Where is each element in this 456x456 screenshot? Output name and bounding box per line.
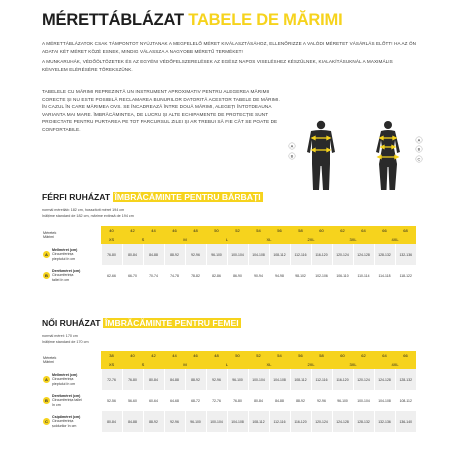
measurement-value: 100-104 [353, 390, 374, 411]
measurement-value: 132-136 [395, 244, 416, 265]
eu-size-cell: 46 [185, 351, 206, 360]
letter-size-cell: XL [248, 235, 290, 244]
measurement-value: 92-96 [185, 244, 206, 265]
measurement-value: 82-86 [206, 265, 227, 286]
measurement-name-hu: Mellméret (cm) [52, 373, 78, 378]
measurement-label [41, 369, 101, 390]
measurement-row [41, 244, 416, 265]
title-sub: TABELE DE MĂRIMI [188, 11, 343, 29]
eu-size-cell: 60 [332, 351, 353, 360]
eu-size-cell: 58 [290, 226, 311, 235]
measurement-value: 66-70 [122, 265, 143, 286]
label-b-female: B [417, 146, 421, 152]
size-row-label [41, 226, 101, 244]
eu-size-cell: 54 [248, 226, 269, 235]
label-c-female: C [417, 156, 421, 162]
eu-size-cell: 60 [311, 226, 332, 235]
measurement-badge: C [43, 418, 50, 425]
eu-size-cell: 66 [374, 226, 395, 235]
intro-paragraph-2: A MUNKARUHÁK, VÉDŐÖLTÖZETEK ÉS AZ EGYÉNI VÉDŐFELSZERELÉSEK AZ EGÉSZ NAPOS VISELÉSHEZ KÉSZÜLNEK, KIALAKÍTÁSUKNÁL A MAXIMÁLIS KÉNYELEM ELÉRÉSÉRE TÖREKSZÜNK. [42, 58, 393, 72]
eu-size-cell: 64 [353, 226, 374, 235]
measurement-value: 76-80 [227, 390, 248, 411]
measurement-value: 114-118 [374, 265, 395, 286]
eu-size-cell: 44 [164, 351, 185, 360]
measurement-value: 96-100 [206, 244, 227, 265]
measurement-value: 84-88 [164, 369, 185, 390]
women-note-1: normál méret: 170 cm [42, 334, 78, 338]
measurement-value: 84-88 [122, 411, 143, 432]
eu-size-cell: 42 [143, 351, 164, 360]
measurement-name-ro: Circumferința [52, 419, 74, 424]
measurement-value: 100-104 [227, 244, 248, 265]
measurement-value: 78-82 [185, 265, 206, 286]
eu-size-cell: 62 [332, 226, 353, 235]
measurement-value: 124-128 [353, 244, 374, 265]
measurement-value: 98-102 [290, 265, 311, 286]
eu-size-cell: 38 [101, 351, 122, 360]
measurement-value: 132-136 [374, 411, 395, 432]
measurement-value: 100-104 [248, 369, 269, 390]
women-title-hu: NŐI RUHÁZAT [42, 318, 101, 328]
measurement-value: 70-74 [143, 265, 164, 286]
measurement-value: 52-56 [101, 390, 122, 411]
title-main: MÉRETTÁBLÁZAT [42, 11, 184, 29]
measurement-label [41, 244, 101, 265]
measurement-label [41, 265, 101, 286]
eu-size-row [41, 226, 416, 235]
measurement-value: 118-122 [395, 265, 416, 286]
measurement-value: 72-76 [101, 369, 122, 390]
label-a-female: A [417, 137, 421, 143]
women-title-ro: ÎMBRĂCĂMINTE PENTRU FEMEI [104, 318, 239, 328]
measurement-name-ro-2: pieptului în cm [52, 381, 76, 386]
men-note-2: înălțime standard de 182 cm, mărime extinsă de 194 cm [42, 213, 134, 218]
measurement-value: 80-84 [122, 244, 143, 265]
measurement-value: 104-108 [374, 390, 395, 411]
women-height-note [42, 334, 89, 345]
measurement-name-ro: Circumferința [52, 377, 74, 382]
letter-size-cell: S [122, 360, 164, 369]
size-row-label [41, 351, 101, 369]
label-a-male: A [290, 143, 294, 149]
letter-size-cell: 4XL [374, 360, 416, 369]
measurement-value: 88-92 [290, 390, 311, 411]
letter-size-cell: M [164, 360, 206, 369]
measurement-value: 80-84 [248, 390, 269, 411]
eu-size-cell: 64 [374, 351, 395, 360]
letter-size-cell: XS [101, 360, 122, 369]
measurement-label [41, 390, 101, 411]
measurement-value: 100-104 [206, 411, 227, 432]
letter-size-cell: XS [101, 235, 122, 244]
letter-size-cell: M [164, 235, 206, 244]
men-height-note [42, 208, 134, 219]
measurement-row [41, 411, 416, 432]
measurement-value: 92-96 [311, 390, 332, 411]
measurement-value: 104-108 [248, 244, 269, 265]
measurement-value: 84-88 [269, 390, 290, 411]
measurement-value: 62-66 [101, 265, 122, 286]
eu-size-cell: 50 [206, 226, 227, 235]
letter-size-cell: XL [248, 360, 290, 369]
measurement-value: 124-128 [374, 369, 395, 390]
measurement-value: 110-114 [353, 265, 374, 286]
eu-size-cell: 52 [227, 226, 248, 235]
measurement-value: 120-124 [353, 369, 374, 390]
measurement-value: 120-124 [332, 244, 353, 265]
measurement-value: 88-92 [185, 369, 206, 390]
measurement-value: 96-100 [185, 411, 206, 432]
measurement-value: 108-112 [395, 390, 416, 411]
measurement-badge: A [43, 376, 50, 383]
men-size-table [41, 226, 416, 286]
measurement-value: 128-132 [353, 411, 374, 432]
measurement-value: 136-140 [395, 411, 416, 432]
measurement-value: 94-98 [269, 265, 290, 286]
eu-size-cell: 46 [164, 226, 185, 235]
measurement-value: 96-100 [332, 390, 353, 411]
measurement-row [41, 265, 416, 286]
measurement-value: 112-116 [311, 369, 332, 390]
measurement-value: 72-76 [206, 390, 227, 411]
measurement-value: 128-132 [374, 244, 395, 265]
measurement-value: 108-112 [290, 369, 311, 390]
eu-size-cell: 56 [269, 226, 290, 235]
men-title-hu: FÉRFI RUHÁZAT [42, 192, 111, 202]
size-label-hu: Méretek [43, 355, 57, 360]
eu-size-cell: 42 [122, 226, 143, 235]
measurement-name-ro-2: pieptului în cm [52, 256, 76, 261]
measurement-value: 76-80 [101, 244, 122, 265]
eu-size-cell: 62 [353, 351, 374, 360]
measurement-name-hu: Csípőméret (cm) [52, 415, 81, 420]
measurement-value: 92-96 [164, 411, 185, 432]
intro-paragraph-1: A MÉRETTÁBLÁZATOK CSAK TÁMPONTOT NYÚJTANAK A MEGFELELŐ MÉRET KIVÁLASZTÁSÁHOZ, ELLENŐRIZZE A VALÓDI MÉRETET VÁSÁRLÁS ELŐTT! HA AZ ÖN ADATAI KÉT MÉRET KÖZÉ ESNEK, MINDIG VÁLASSZA A NAGYOBB MÉRETŰ TERMÉKET! [42, 41, 417, 55]
measurement-value: 86-90 [227, 265, 248, 286]
women-size-table [41, 351, 416, 432]
page-title [42, 11, 342, 30]
measurement-value: 84-88 [143, 244, 164, 265]
measurement-value: 104-108 [269, 369, 290, 390]
measurement-value: 116-120 [290, 411, 311, 432]
men-note-1: normál méretláb: 182 cm, hosszított méret 194 cm [42, 208, 125, 212]
letter-size-cell: L [206, 360, 248, 369]
measurement-badge: A [43, 251, 50, 258]
measurement-value: 106-110 [332, 265, 353, 286]
measurement-label [41, 411, 101, 432]
eu-size-cell: 66 [395, 351, 416, 360]
measurement-badge: B [43, 272, 50, 279]
eu-size-cell: 68 [395, 226, 416, 235]
measurement-value: 80-84 [101, 411, 122, 432]
measurement-value: 104-108 [227, 411, 248, 432]
measurement-value: 128-132 [395, 369, 416, 390]
measurement-value: 116-120 [311, 244, 332, 265]
letter-size-cell: S [122, 235, 164, 244]
eu-size-cell: 52 [248, 351, 269, 360]
eu-size-cell: 48 [206, 351, 227, 360]
measurement-value: 88-92 [143, 411, 164, 432]
measurement-name-ro: Circumferința taliei [52, 398, 82, 403]
measurement-value: 76-80 [122, 369, 143, 390]
measurement-name-hu: Derékméret (cm) [52, 269, 81, 274]
women-note-2: înălțime standard de 170 cm [42, 339, 89, 344]
eu-size-cell: 50 [227, 351, 248, 360]
measurement-badge: B [43, 397, 50, 404]
measurement-value: 74-78 [164, 265, 185, 286]
men-title-ro: ÎMBRĂCĂMINTE PENTRU BĂRBAȚI [114, 192, 261, 202]
measurement-value: 90-94 [248, 265, 269, 286]
eu-size-cell: 40 [122, 351, 143, 360]
measurement-row [41, 390, 416, 411]
measurement-value: 112-116 [290, 244, 311, 265]
measurement-value: 108-112 [269, 244, 290, 265]
letter-size-cell: 2XL [290, 235, 332, 244]
male-figure-icon [307, 121, 335, 190]
measurement-name-ro-2: taliei în cm [52, 277, 70, 282]
measurement-name-hu: Mellméret (cm) [52, 248, 78, 253]
eu-size-cell: 48 [185, 226, 206, 235]
men-section-title [42, 192, 263, 202]
measurement-value: 64-68 [164, 390, 185, 411]
measurement-value: 112-116 [269, 411, 290, 432]
letter-size-cell: 2XL [290, 360, 332, 369]
eu-size-cell: 54 [269, 351, 290, 360]
letter-size-cell: L [206, 235, 248, 244]
measurement-value: 120-124 [311, 411, 332, 432]
measurement-value: 102-106 [311, 265, 332, 286]
size-label-ro: Mărimi [43, 360, 55, 364]
eu-size-cell: 56 [290, 351, 311, 360]
measurement-name-hu: Derékméret (cm) [52, 394, 81, 399]
size-label-ro: Mărimi [43, 235, 55, 239]
letter-size-cell: 3XL [332, 235, 374, 244]
measurement-row [41, 369, 416, 390]
intro-text [42, 40, 417, 75]
body-measurement-figures [283, 120, 428, 192]
note-ro: TABELELE CU MĂRIMI REPREZINTĂ UN INSTRUMENT APROXIMATIV PENTRU ALEGEREA MĂRIMII CORECTE ȘI NU ESTE POSIBILĂ RECLAMAREA BUNURILOR DATORITĂ ACESTOR TABELE DE MĂRIMI. ÎN CAZUL ÎN CARE MĂRIMEA OVS. SE ÎNCADREAZĂ ÎNTRE DOUĂ MĂRIMI, ALEGEȚI ÎNTOTDEAUNA VARIANTA MAI MARE. ÎMBRĂCĂMINTEA, DE LUCRU ȘI ALTE ECHIPAMENTE DE PROTECȚIE SUNT PROIECTATE PENTRU PURTAREA PE TOT PARCURSUL ZILEI ȘI AR TREBUI SĂ FIE CÂT SE POATE DE CONFORTABILE. [42, 89, 280, 132]
measurement-value: 80-84 [143, 369, 164, 390]
eu-size-cell: 40 [101, 226, 122, 235]
eu-size-cell: 44 [143, 226, 164, 235]
measurement-value: 116-120 [332, 369, 353, 390]
measurement-name-ro-2: șoldurilor în cm [52, 423, 77, 428]
eu-size-cell: 58 [311, 351, 332, 360]
eu-size-row [41, 351, 416, 360]
women-section-title [42, 318, 241, 328]
measurement-value: 68-72 [185, 390, 206, 411]
size-label-hu: Méretek [43, 230, 57, 235]
measurement-value: 60-64 [143, 390, 164, 411]
measurement-value: 96-100 [227, 369, 248, 390]
letter-size-cell: 3XL [332, 360, 374, 369]
letter-size-cell: 4XL [374, 235, 416, 244]
measurement-name-ro: Circumferința [52, 273, 74, 278]
measurement-name-ro: Circumferința [52, 252, 74, 257]
measurement-name-ro-2: în cm [52, 402, 61, 407]
measurement-value: 92-96 [206, 369, 227, 390]
label-b-male: B [290, 153, 294, 159]
measurement-value: 124-128 [332, 411, 353, 432]
measurement-value: 108-112 [248, 411, 269, 432]
measurement-value: 88-92 [164, 244, 185, 265]
measurement-value: 56-60 [122, 390, 143, 411]
